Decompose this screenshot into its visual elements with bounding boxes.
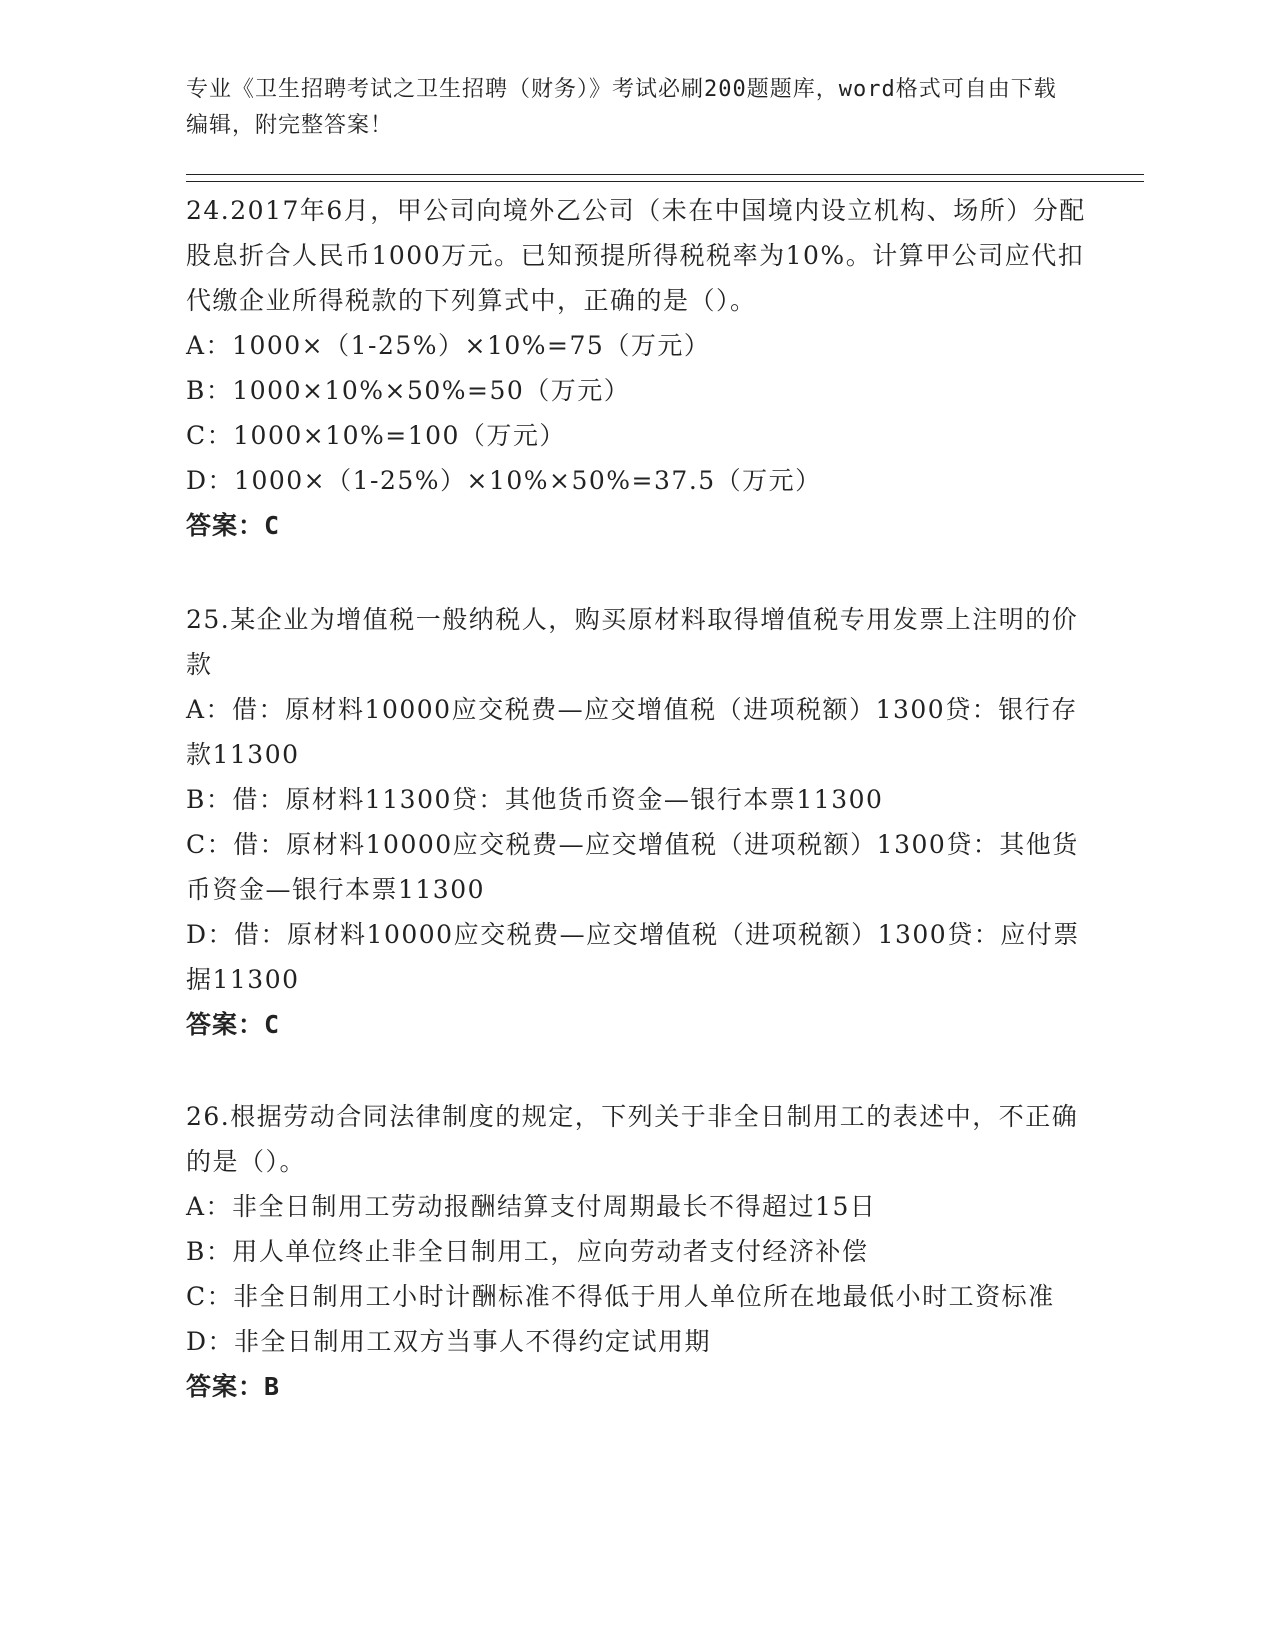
question-26 xyxy=(186,1094,1086,1409)
option-b: B：用人单位终止非全日制用工，应向劳动者支付经济补偿 xyxy=(186,1237,869,1266)
option-d: D：借：原材料10000应交税费—应交增值税（进项税额）1300贷：应付票据11300 xyxy=(186,920,1080,994)
header-divider-top xyxy=(186,174,1144,175)
answer-label: 答案：C xyxy=(186,511,281,540)
question-25 xyxy=(186,597,1086,1047)
question-24 xyxy=(186,188,1086,548)
option-a: A：1000×（1-25%）×10%=75（万元） xyxy=(186,331,711,360)
option-a: A：非全日制用工劳动报酬结算支付周期最长不得超过15日 xyxy=(186,1192,877,1221)
option-c: C：1000×10%=100（万元） xyxy=(186,421,566,450)
header-divider-bottom xyxy=(186,181,1144,182)
header-intro-text: 专业《卫生招聘考试之卫生招聘（财务）》考试必刷200题题库，word格式可自由下载编辑，附完整答案！ xyxy=(186,77,1057,138)
option-d: D：非全日制用工双方当事人不得约定试用期 xyxy=(186,1327,712,1356)
document-header xyxy=(186,72,1066,144)
answer-label: 答案：C xyxy=(186,1010,281,1039)
question-stem: 25.某企业为增值税一般纳税人，购买原材料取得增值税专用发票上注明的价款 xyxy=(186,605,1079,679)
question-stem: 26.根据劳动合同法律制度的规定，下列关于非全日制用工的表述中，不正确的是（）。 xyxy=(186,1102,1079,1176)
option-b: B：1000×10%×50%=50（万元） xyxy=(186,376,631,405)
answer-label: 答案：B xyxy=(186,1372,281,1401)
option-d: D：1000×（1-25%）×10%×50%=37.5（万元） xyxy=(186,466,822,495)
option-c: C：非全日制用工小时计酬标准不得低于用人单位所在地最低小时工资标准 xyxy=(186,1282,1055,1311)
option-c: C：借：原材料10000应交税费—应交增值税（进项税额）1300贷：其他货币资金—银行本票11300 xyxy=(186,830,1079,904)
question-stem: 24.2017年6月，甲公司向境外乙公司（未在中国境内设立机构、场所）分配股息折合人民币1000万元。已知预提所得税税率为10%。计算甲公司应代扣代缴企业所得税款的下列算式中，正确的是（）。 xyxy=(186,196,1086,315)
option-a: A：借：原材料10000应交税费—应交增值税（进项税额）1300贷：银行存款11300 xyxy=(186,695,1078,769)
option-b: B：借：原材料11300贷：其他货币资金—银行本票11300 xyxy=(186,785,884,814)
